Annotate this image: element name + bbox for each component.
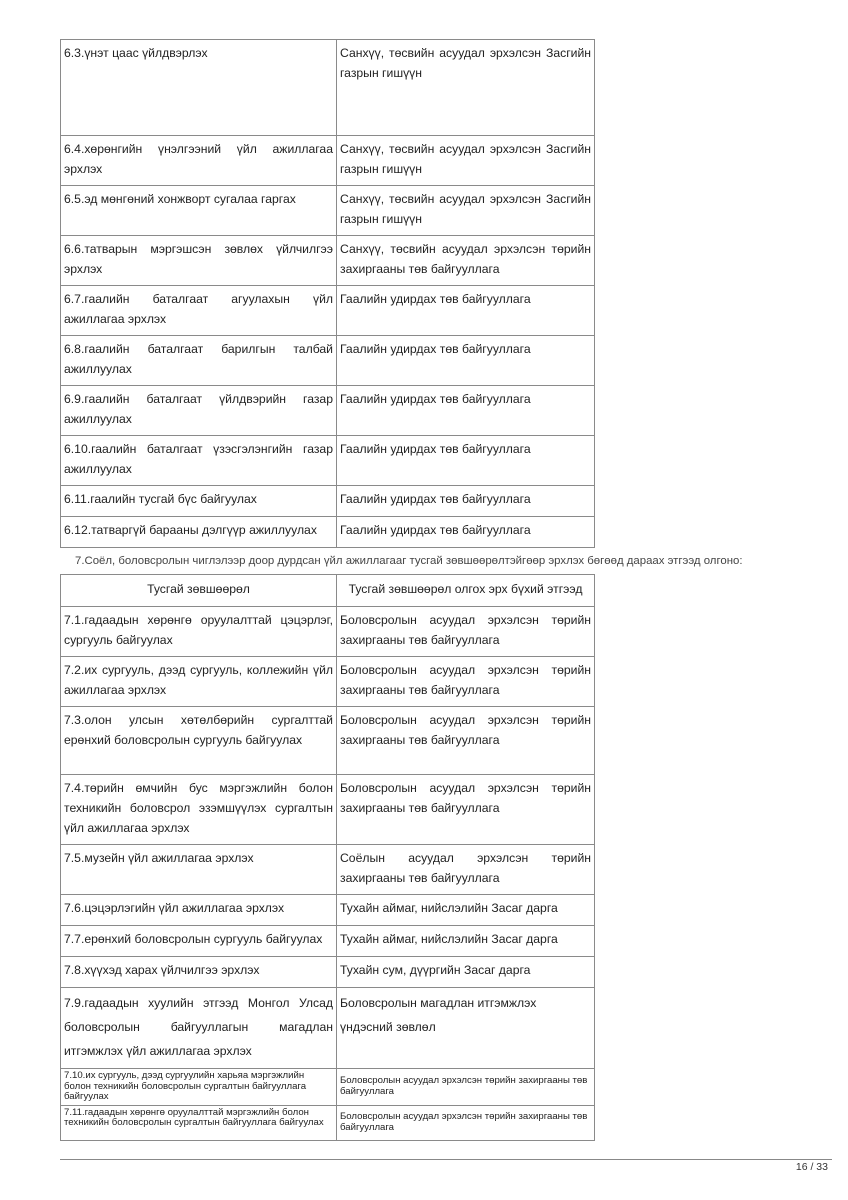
table-row [61,336,595,386]
authority-cell: Гаалийн удирдах төв байгууллага [337,517,595,548]
activity-cell: 6.4.хөрөнгийн үнэлгээний үйл ажиллагаа эрхлэх [61,136,337,186]
activity-cell: 6.9.гаалийн баталгаат үйлдвэрийн газар ажиллуулах [61,386,337,436]
authority-cell: Боловсролын асуудал эрхэлсэн төрийн захиргааны төв байгууллага [337,1069,595,1106]
activity-cell: 7.11.гадаадын хөрөнгө оруулалттай мэргэжлийн болон техникийн боловсролын сургалтын байгууллага байгуулах [61,1105,337,1140]
table-row [61,186,595,236]
authority-cell: Санхүү, төсвийн асуудал эрхэлсэн төрийн захиргааны төв байгууллага [337,236,595,286]
table-row [61,988,595,1069]
activity-cell: 7.6.цэцэрлэгийн үйл ажиллагаа эрхлэх [61,895,337,926]
authority-cell: Гаалийн удирдах төв байгууллага [337,336,595,386]
activity-cell: 7.10.их сургууль, дээд сургуулийн харьяа мэргэжлийн болон техникийн боловсролын сургалтын байгууллага байгуулах [61,1069,337,1106]
activity-cell: 7.8.хүүхэд харах үйлчилгээ эрхлэх [61,957,337,988]
authority-cell: Соёлын асуудал эрхэлсэн төрийн захиргааны төв байгууллага [337,845,595,895]
activity-cell: 7.5.музейн үйл ажиллагаа эрхлэх [61,845,337,895]
table-row [61,1105,595,1140]
table-header-row [61,575,595,607]
table-row [61,40,595,136]
authority-cell: Тухайн сум, дүүргийн Засаг дарга [337,957,595,988]
footer-divider [60,1159,832,1160]
column-header-authority: Тусгай зөвшөөрөл олгох эрх бүхий этгээд [337,575,595,607]
activity-cell: 6.10.гаалийн баталгаат үзэсгэлэнгийн газар ажиллуулах [61,436,337,486]
table-row [61,957,595,988]
authority-cell: Гаалийн удирдах төв байгууллага [337,386,595,436]
table-row [61,845,595,895]
authority-cell: Санхүү, төсвийн асуудал эрхэлсэн Засгийн газрын гишүүн [337,40,595,136]
authority-cell: Боловсролын асуудал эрхэлсэн төрийн захиргааны төв байгууллага [337,707,595,775]
column-header-license: Тусгай зөвшөөрөл [61,575,337,607]
authority-cell: Боловсролын асуудал эрхэлсэн төрийн захиргааны төв байгууллага [337,1105,595,1140]
table-row [61,657,595,707]
activity-cell: 7.9.гадаадын хуулийн этгээд Монгол Улсад боловсролын байгууллагын магадлан итгэмжлэх үйл ажиллагаа эрхлэх [61,988,337,1069]
page-number: 16 / 33 [795,1161,828,1173]
authority-cell: Санхүү, төсвийн асуудал эрхэлсэн Засгийн газрын гишүүн [337,186,595,236]
table-row [61,436,595,486]
table-row [61,136,595,186]
licensing-table-section-7 [60,574,595,1141]
table-row [61,236,595,286]
authority-cell: Гаалийн удирдах төв байгууллага [337,286,595,336]
authority-cell: Тухайн аймаг, нийслэлийн Засаг дарга [337,895,595,926]
authority-cell: Боловсролын асуудал эрхэлсэн төрийн захиргааны төв байгууллага [337,657,595,707]
activity-cell: 6.7.гаалийн баталгаат агуулахын үйл ажиллагаа эрхлэх [61,286,337,336]
activity-cell: 6.11.гаалийн тусгай бүс байгуулах [61,486,337,517]
table-row [61,607,595,657]
authority-cell: Гаалийн удирдах төв байгууллага [337,486,595,517]
activity-cell: 7.1.гадаадын хөрөнгө оруулалттай цэцэрлэг, сургууль байгуулах [61,607,337,657]
authority-cell: Боловсролын асуудал эрхэлсэн төрийн захиргааны төв байгууллага [337,607,595,657]
table-row [61,775,595,845]
table-row [61,926,595,957]
activity-cell: 7.7.ерөнхий боловсролын сургууль байгуулах [61,926,337,957]
authority-cell: Боловсролын асуудал эрхэлсэн төрийн захиргааны төв байгууллага [337,775,595,845]
authority-cell: Санхүү, төсвийн асуудал эрхэлсэн Засгийн газрын гишүүн [337,136,595,186]
activity-cell: 7.2.их сургууль, дээд сургууль, коллежийн үйл ажиллагаа эрхлэх [61,657,337,707]
table-row [61,286,595,336]
table-row [61,895,595,926]
authority-cell: Гаалийн удирдах төв байгууллага [337,436,595,486]
licensing-table-section-6 [60,39,595,548]
activity-cell: 7.4.төрийн өмчийн бус мэргэжлийн болон техникийн боловсрол эзэмшүүлэх сургалтын үйл ажиллагаа эрхлэх [61,775,337,845]
table-row [61,707,595,775]
table-row [61,486,595,517]
section-7-intro: 7.Соёл, боловсролын чиглэлээр доор дурдсан үйл ажиллагааг тусгай зөвшөөрөлтэйгөөр эрхлэх бөгөөд дараах этгээд олгоно: [75,555,743,567]
activity-cell: 6.6.татварын мэргэшсэн зөвлөх үйлчилгээ эрхлэх [61,236,337,286]
authority-cell: Тухайн аймаг, нийслэлийн Засаг дарга [337,926,595,957]
activity-cell: 6.8.гаалийн баталгаат барилгын талбай ажиллуулах [61,336,337,386]
table-row [61,517,595,548]
table-row [61,1069,595,1106]
activity-cell: 7.3.олон улсын хөтөлбөрийн сургалттай ерөнхий боловсролын сургууль байгуулах [61,707,337,775]
activity-cell: 6.12.татваргүй барааны дэлгүүр ажиллуулах [61,517,337,548]
activity-cell: 6.3.үнэт цаас үйлдвэрлэх [61,40,337,136]
authority-cell: Боловсролын магадлан итгэмжлэх үндэсний зөвлөл [337,988,595,1069]
activity-cell: 6.5.эд мөнгөний хонжворт сугалаа гаргах [61,186,337,236]
table-row [61,386,595,436]
